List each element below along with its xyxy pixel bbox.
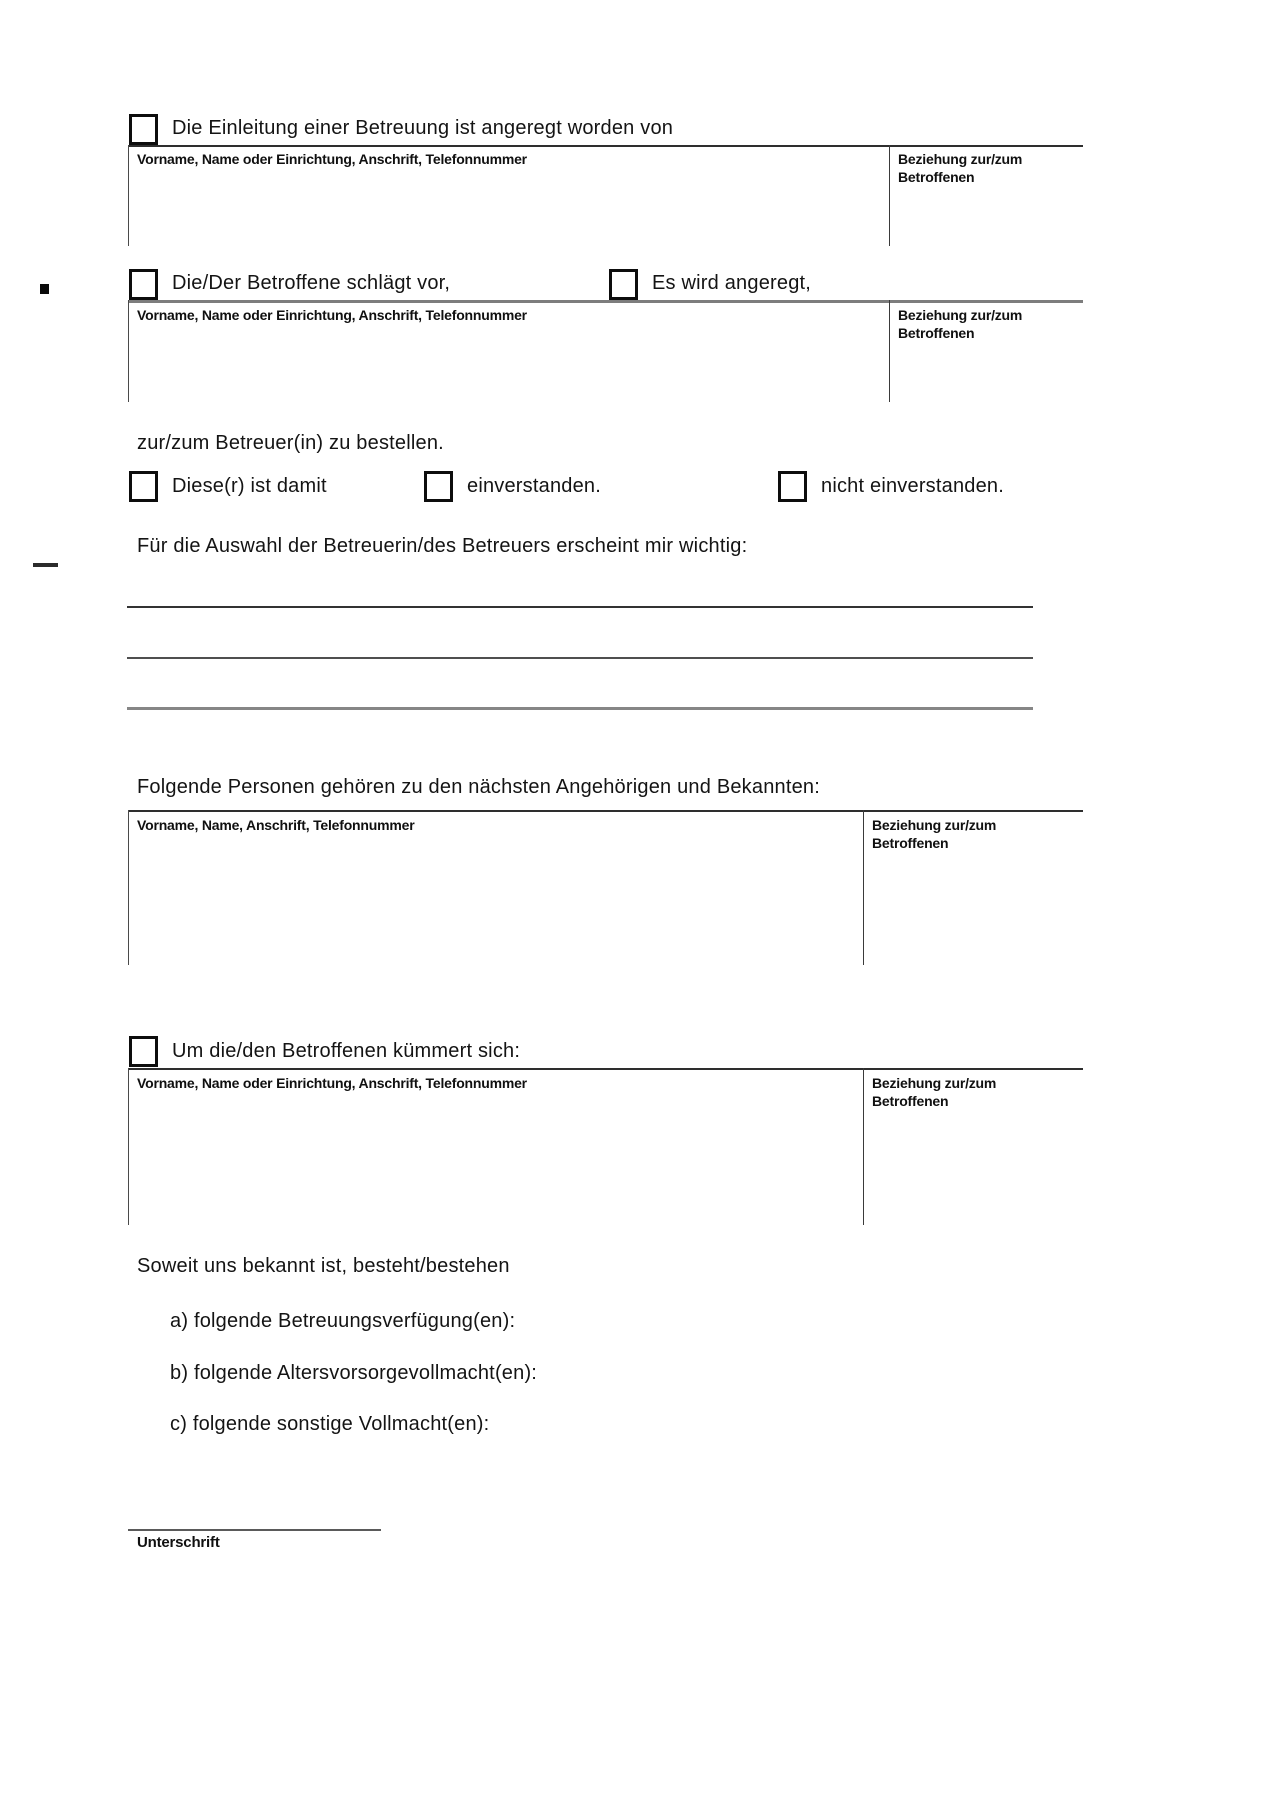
fieldbox-einleitung bbox=[128, 145, 1083, 246]
vorschlag-col1-label: Vorname, Name oder Einrichtung, Anschrift, Telefonnummer bbox=[137, 307, 527, 323]
writing-line-3[interactable] bbox=[127, 707, 1033, 710]
signature-line[interactable] bbox=[128, 1529, 381, 1531]
fieldbox-kuemmert-sich bbox=[128, 1068, 1083, 1225]
checkbox-nicht-einverstanden[interactable] bbox=[778, 471, 807, 502]
angehoerige-col2-label: Beziehung zur/zum Betroffenen bbox=[872, 817, 997, 851]
list-item-sonstige-vollmacht: c) folgende sonstige Vollmacht(en): bbox=[170, 1413, 490, 1435]
vorschlag-col2-label: Beziehung zur/zum Betroffenen bbox=[898, 307, 1023, 341]
text-zu-bestellen: zur/zum Betreuer(in) zu bestellen. bbox=[137, 432, 444, 454]
einleitung-col2-label: Beziehung zur/zum Betroffenen bbox=[898, 151, 1023, 185]
label-diese-ist-damit: Diese(r) ist damit bbox=[172, 475, 327, 497]
writing-line-1[interactable] bbox=[127, 606, 1033, 608]
angehoerige-col1-label: Vorname, Name, Anschrift, Telefonnummer bbox=[137, 817, 415, 833]
checkbox-einverstanden[interactable] bbox=[424, 471, 453, 502]
heading-einleitung: Die Einleitung einer Betreuung ist angeregt worden von bbox=[172, 117, 674, 139]
heading-auswahl-wichtig: Für die Auswahl der Betreuerin/des Betreuers erscheint mir wichtig: bbox=[137, 535, 748, 557]
fieldbox-vorschlag bbox=[128, 300, 1083, 402]
text-soweit-bekannt: Soweit uns bekannt ist, besteht/bestehen bbox=[137, 1255, 510, 1277]
label-einverstanden: einverstanden. bbox=[467, 475, 602, 497]
signature-label: Unterschrift bbox=[137, 1534, 220, 1551]
kuemmert-col2-label: Beziehung zur/zum Betroffenen bbox=[872, 1075, 997, 1109]
list-item-altersvorsorgevollmacht: b) folgende Altersvorsorgevollmacht(en): bbox=[170, 1362, 538, 1384]
list-item-betreuungsverfuegung: a) folgende Betreuungsverfügung(en): bbox=[170, 1310, 516, 1332]
checkbox-es-wird-angeregt[interactable] bbox=[609, 269, 638, 300]
heading-kuemmert-sich: Um die/den Betroffenen kümmert sich: bbox=[172, 1040, 521, 1062]
square-bullet-mark bbox=[40, 284, 49, 294]
writing-line-2[interactable] bbox=[127, 657, 1033, 659]
checkbox-einleitung[interactable] bbox=[129, 114, 158, 145]
heading-es-wird-angeregt: Es wird angeregt, bbox=[652, 272, 812, 294]
checkbox-kuemmert-sich[interactable] bbox=[129, 1036, 158, 1067]
einleitung-col1-label: Vorname, Name oder Einrichtung, Anschrift, Telefonnummer bbox=[137, 151, 527, 167]
heading-angehoerige: Folgende Personen gehören zu den nächsten Angehörigen und Bekannten: bbox=[137, 776, 821, 798]
fold-dash-mark bbox=[33, 563, 58, 567]
label-nicht-einverstanden: nicht einverstanden. bbox=[821, 475, 1005, 497]
fieldbox-angehoerige bbox=[128, 810, 1083, 965]
heading-betroffene-schlaegt-vor: Die/Der Betroffene schlägt vor, bbox=[172, 272, 451, 294]
checkbox-diese-ist-damit[interactable] bbox=[129, 471, 158, 502]
checkbox-betroffene-schlaegt-vor[interactable] bbox=[129, 269, 158, 300]
kuemmert-col1-label: Vorname, Name oder Einrichtung, Anschrift, Telefonnummer bbox=[137, 1075, 527, 1091]
